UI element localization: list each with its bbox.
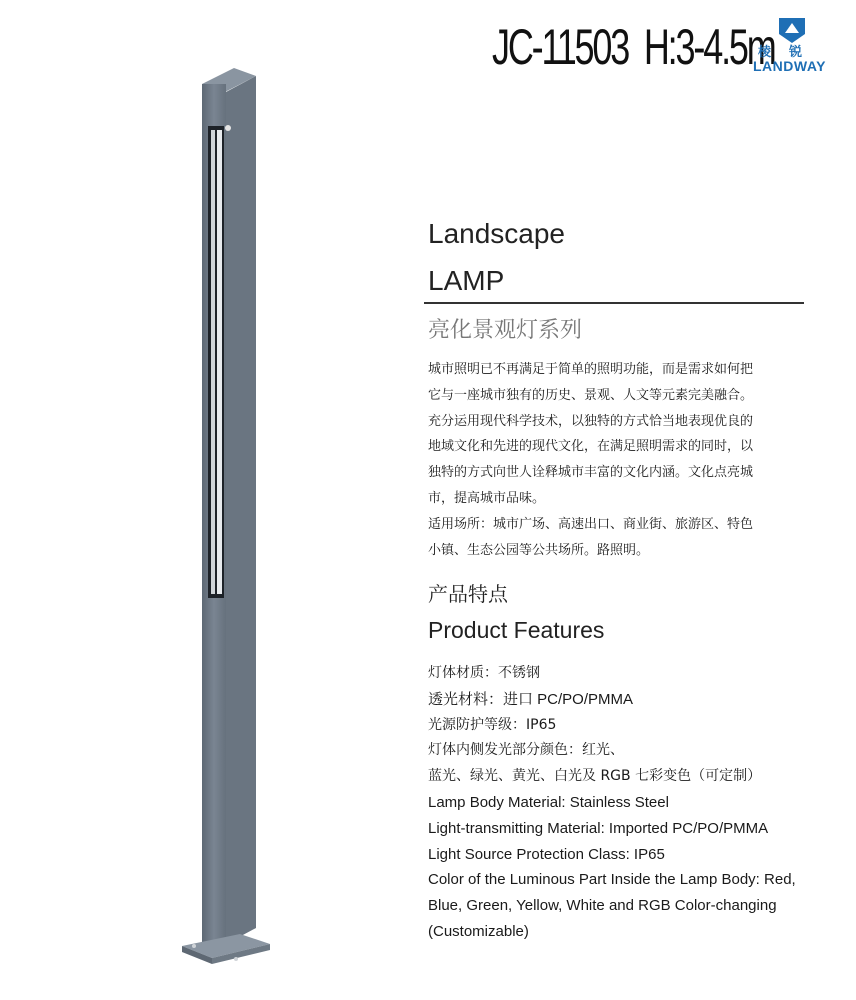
- description-line: 适用场所：城市广场、高速出口、商业街、旅游区、特色: [428, 516, 754, 532]
- feature-line-cn: 蓝光、绿光、黄光、白光及 RGB 七彩变色（可定制）: [428, 768, 762, 785]
- model-number: JC-11503: [492, 19, 629, 75]
- features-heading-cn: 产品特点: [428, 582, 508, 606]
- title-divider: [424, 302, 804, 304]
- feature-line-cn: 灯体材质：不锈钢: [428, 665, 540, 681]
- description-line: 地域文化和先进的现代文化，在满足照明需求的同时，以: [428, 439, 754, 455]
- title-landscape: Landscape: [428, 218, 566, 249]
- feature-line-cn: 透光材料：进口 PC/PO/PMMA: [428, 690, 634, 708]
- title-lamp: LAMP: [428, 265, 505, 296]
- series-subtitle: 亮化景观灯系列: [428, 318, 583, 343]
- feature-line-en: Color of the Luminous Part Inside the Lamp Body: Red,: [428, 871, 796, 889]
- brand-logo-icon: [777, 16, 807, 44]
- feature-line-en: Light-transmitting Material: Imported PC/PO/PMMA: [428, 819, 769, 837]
- brand-name-cn: 棱锐: [758, 45, 821, 60]
- feature-line-en: Lamp Body Material: Stainless Steel: [428, 793, 669, 811]
- feature-line-cn: 光源防护等级：IP65: [428, 716, 557, 733]
- model-height-heading: [492, 19, 775, 75]
- description-line: 市，提高城市品味。: [428, 490, 546, 506]
- lamp-post-image: [178, 66, 278, 976]
- height-range: H:3-4.5m: [643, 19, 775, 75]
- feature-line-en: Blue, Green, Yellow, White and RGB Color-changing: [428, 897, 777, 915]
- feature-line-cn: 灯体内侧发光部分颜色：红光、: [428, 742, 624, 759]
- description-paragraph: [428, 357, 828, 563]
- brand-name-en: LANDWAY: [753, 58, 826, 74]
- feature-line-en: (Customizable): [428, 922, 529, 940]
- description-line: 充分运用现代科学技术，以独特的方式恰当地表现优良的: [428, 413, 754, 429]
- features-list: [428, 661, 848, 945]
- description-line: 城市照明已不再满足于简单的照明功能，而是需求如何把: [428, 362, 754, 377]
- brand-logo: [748, 16, 848, 78]
- description-line: 它与一座城市独有的历史、景观、人文等元素完美融合。: [428, 387, 754, 403]
- description-line: 独特的方式向世人诠释城市丰富的文化内涵。文化点亮城: [428, 465, 754, 481]
- features-heading-en: Product Features: [428, 617, 605, 643]
- feature-line-en: Light Source Protection Class: IP65: [428, 845, 665, 863]
- description-line: 小镇、生态公园等公共场所。路照明。: [428, 542, 650, 558]
